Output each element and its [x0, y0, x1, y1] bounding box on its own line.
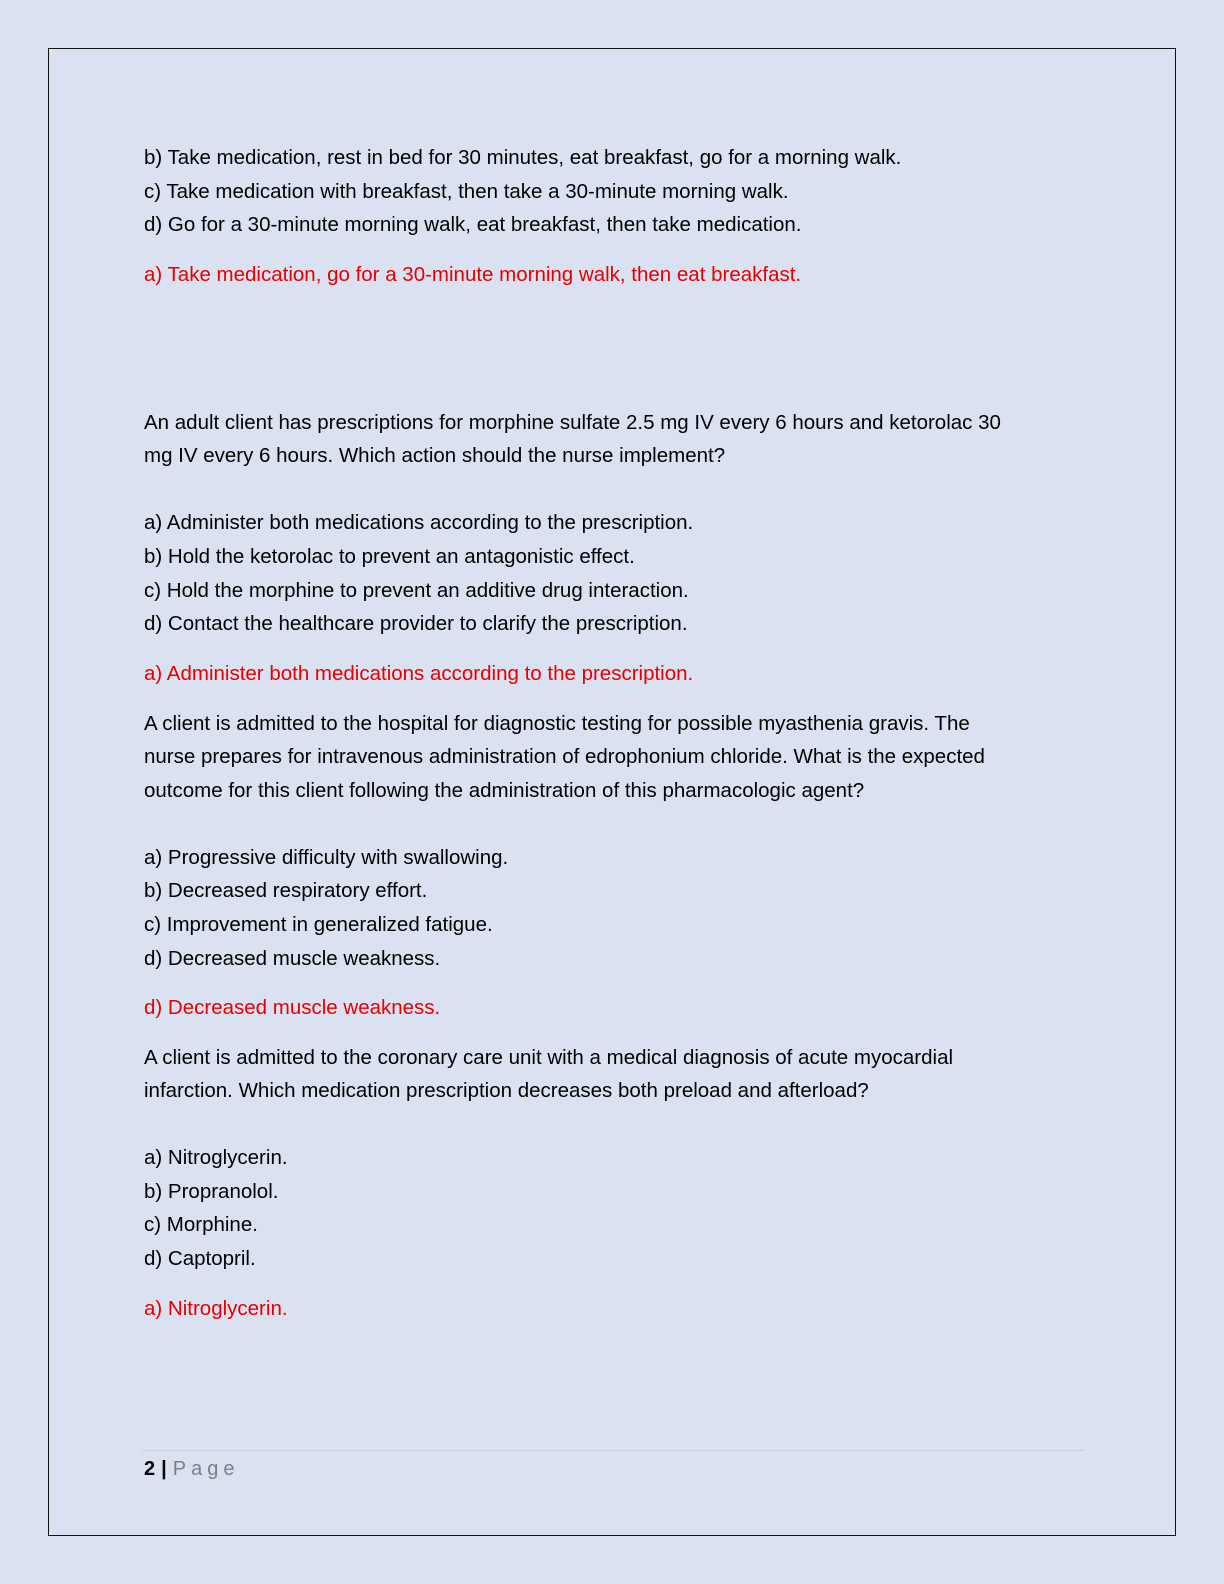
option-line: d) Decreased muscle weakness.	[144, 947, 441, 970]
option-line: d) Go for a 30-minute morning walk, eat breakfast, then take medication.	[144, 213, 802, 236]
question-line: A client is admitted to the hospital for diagnostic testing for possible myasthenia gravis. The	[144, 712, 970, 735]
option-line: d) Captopril.	[144, 1247, 256, 1270]
option-line: a) Administer both medications according to the prescription.	[144, 511, 694, 534]
question-line: An adult client has prescriptions for morphine sulfate 2.5 mg IV every 6 hours and ketorolac 30	[144, 411, 1001, 434]
option-line: c) Hold the morphine to prevent an additive drug interaction.	[144, 579, 689, 602]
option-line: b) Decreased respiratory effort.	[144, 879, 428, 902]
question-line: outcome for this client following the administration of this pharmacologic agent?	[144, 779, 865, 802]
option-line: a) Nitroglycerin.	[144, 1146, 288, 1169]
page-label: Page	[172, 1458, 240, 1480]
option-line: b) Hold the ketorolac to prevent an antagonistic effect.	[144, 545, 635, 568]
question-line: infarction. Which medication prescription decreases both preload and afterload?	[144, 1079, 869, 1102]
footer-separator: |	[161, 1458, 167, 1480]
answer-line: d) Decreased muscle weakness.	[144, 996, 441, 1019]
footer-divider	[142, 1450, 1084, 1451]
option-line: b) Take medication, rest in bed for 30 minutes, eat breakfast, go for a morning walk.	[144, 146, 902, 169]
question-line: nurse prepares for intravenous administration of edrophonium chloride. What is the expected	[144, 745, 985, 768]
option-line: c) Improvement in generalized fatigue.	[144, 913, 493, 936]
option-line: b) Propranolol.	[144, 1180, 279, 1203]
option-line: c) Morphine.	[144, 1213, 258, 1236]
question-line: A client is admitted to the coronary care unit with a medical diagnosis of acute myocardial	[144, 1046, 954, 1069]
answer-line: a) Administer both medications according to the prescription.	[144, 662, 694, 685]
option-line: c) Take medication with breakfast, then take a 30-minute morning walk.	[144, 180, 789, 203]
answer-line: a) Nitroglycerin.	[144, 1297, 288, 1320]
page-footer	[144, 1456, 239, 1482]
option-line: a) Progressive difficulty with swallowing.	[144, 846, 509, 869]
page-number: 2	[144, 1458, 156, 1480]
question-line: mg IV every 6 hours. Which action should the nurse implement?	[144, 444, 726, 467]
answer-line: a) Take medication, go for a 30-minute morning walk, then eat breakfast.	[144, 263, 802, 286]
option-line: d) Contact the healthcare provider to clarify the prescription.	[144, 612, 688, 635]
